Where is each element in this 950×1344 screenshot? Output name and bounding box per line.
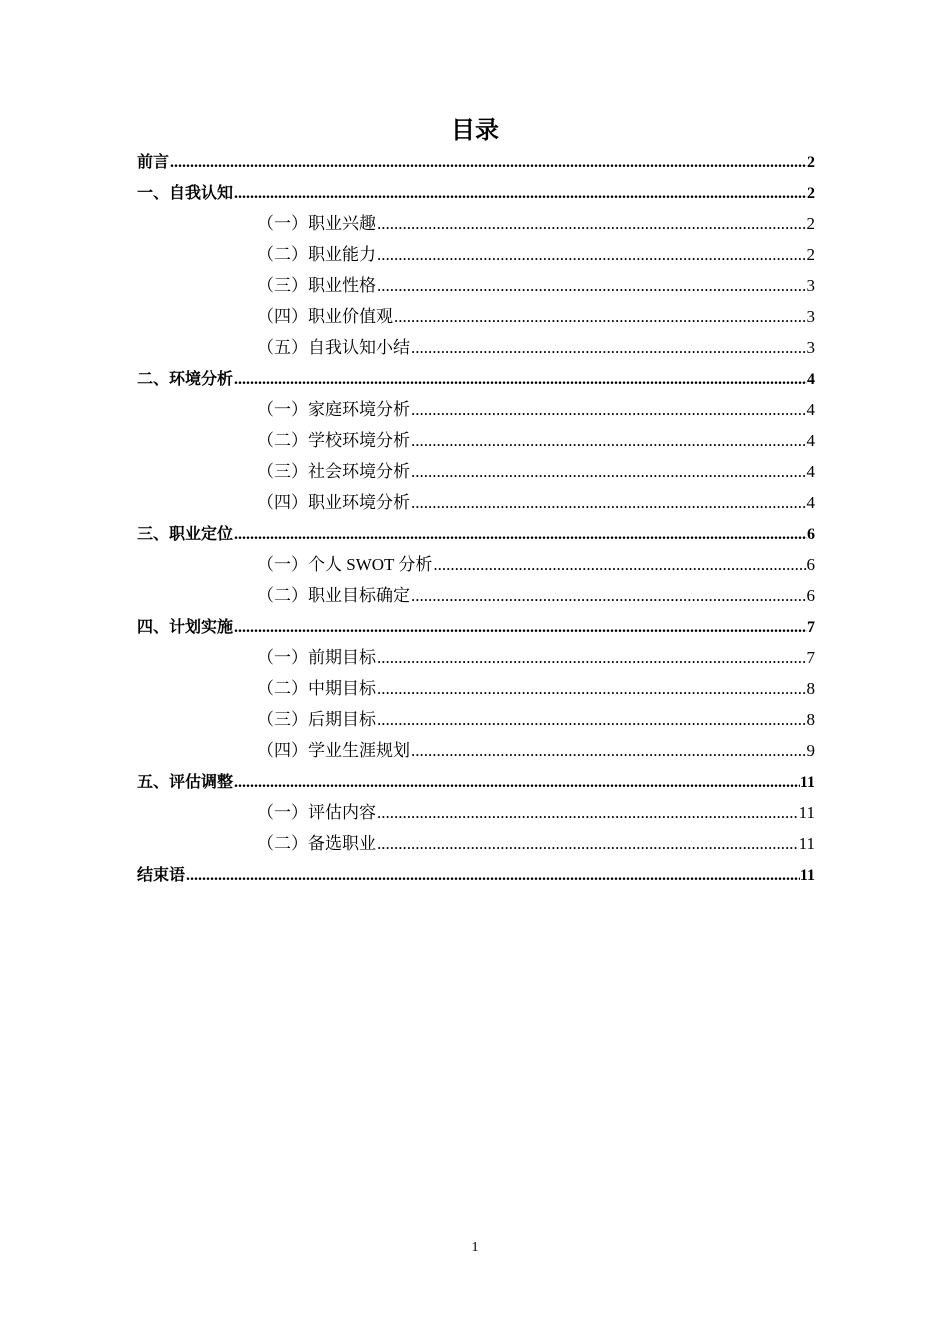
toc-entry-section[interactable] bbox=[137, 549, 815, 580]
toc-entry-section[interactable] bbox=[137, 642, 815, 673]
toc-entry-page-number: 4 bbox=[806, 493, 815, 512]
toc-entry-chapter[interactable] bbox=[137, 363, 815, 394]
toc-entry-title: 五、评估调整 bbox=[137, 772, 234, 791]
toc-entry-title: （二）学校环境分析 bbox=[257, 431, 410, 450]
toc-dot-leader bbox=[410, 487, 807, 518]
toc-entry-section[interactable] bbox=[137, 828, 815, 859]
toc-entry-section[interactable] bbox=[137, 456, 815, 487]
toc-dot-leader bbox=[233, 519, 807, 549]
toc-entry-section[interactable] bbox=[137, 425, 815, 456]
toc-dot-leader bbox=[376, 828, 799, 859]
toc-dot-leader bbox=[410, 394, 807, 425]
toc-entry-title: （三）社会环境分析 bbox=[257, 462, 410, 481]
toc-entry-page-number: 6 bbox=[807, 526, 815, 543]
toc-entry-section[interactable] bbox=[137, 301, 815, 332]
toc-entry-chapter[interactable] bbox=[137, 177, 815, 208]
toc-entry-page-number: 11 bbox=[799, 867, 815, 884]
toc-entry-title: （二）中期目标 bbox=[257, 679, 376, 698]
toc-entry-page-number: 4 bbox=[806, 431, 815, 450]
toc-entry-page-number: 4 bbox=[806, 400, 815, 419]
toc-entry-section[interactable] bbox=[137, 394, 815, 425]
toc-entry-section[interactable] bbox=[137, 487, 815, 518]
toc-dot-leader bbox=[233, 364, 807, 394]
toc-entry-title: （四）职业价值观 bbox=[257, 307, 393, 326]
toc-entry-section[interactable] bbox=[137, 332, 815, 363]
toc-entry-section[interactable] bbox=[137, 735, 815, 766]
toc-entry-title: 三、职业定位 bbox=[137, 524, 234, 543]
toc-entry-section[interactable] bbox=[137, 239, 815, 270]
toc-entry-page-number: 2 bbox=[807, 185, 815, 202]
toc-dot-leader bbox=[410, 735, 807, 766]
toc-entry-title: （二）备选职业 bbox=[257, 834, 376, 853]
toc-dot-leader bbox=[376, 208, 807, 239]
table-of-contents bbox=[137, 146, 815, 890]
toc-entry-page-number: 2 bbox=[806, 214, 815, 233]
toc-dot-leader bbox=[410, 425, 807, 456]
toc-entry-title: （四）学业生涯规划 bbox=[257, 741, 410, 760]
toc-entry-page-number: 4 bbox=[806, 462, 815, 481]
toc-entry-title: 前言 bbox=[137, 152, 170, 171]
toc-entry-title: （三）职业性格 bbox=[257, 276, 376, 295]
toc-entry-chapter[interactable] bbox=[137, 859, 815, 890]
toc-dot-leader bbox=[233, 178, 807, 208]
toc-entry-title: （一）评估内容 bbox=[257, 803, 376, 822]
toc-entry-title: 二、环境分析 bbox=[137, 369, 234, 388]
toc-dot-leader bbox=[233, 612, 807, 642]
toc-entry-title: （二）职业能力 bbox=[257, 245, 376, 264]
toc-entry-title: （一）职业兴趣 bbox=[257, 214, 376, 233]
toc-entry-section[interactable] bbox=[137, 270, 815, 301]
toc-dot-leader bbox=[376, 704, 807, 735]
toc-entry-page-number: 11 bbox=[798, 834, 815, 853]
toc-entry-title: （五）自我认知小结 bbox=[257, 338, 410, 357]
toc-entry-title: 结束语 bbox=[137, 865, 186, 884]
page-number: 1 bbox=[471, 1240, 479, 1255]
toc-entry-chapter[interactable] bbox=[137, 146, 815, 177]
toc-entry-section[interactable] bbox=[137, 797, 815, 828]
toc-dot-leader bbox=[185, 860, 800, 890]
toc-entry-page-number: 3 bbox=[806, 307, 815, 326]
toc-entry-title: （二）职业目标确定 bbox=[257, 586, 410, 605]
toc-entry-page-number: 6 bbox=[806, 555, 815, 574]
toc-entry-section[interactable] bbox=[137, 580, 815, 611]
toc-entry-page-number: 6 bbox=[806, 586, 815, 605]
toc-entry-page-number: 3 bbox=[806, 276, 815, 295]
toc-entry-section[interactable] bbox=[137, 208, 815, 239]
toc-entry-page-number: 11 bbox=[798, 803, 815, 822]
toc-entry-section[interactable] bbox=[137, 704, 815, 735]
toc-dot-leader bbox=[376, 673, 807, 704]
toc-dot-leader bbox=[432, 549, 806, 580]
toc-dot-leader bbox=[376, 642, 807, 673]
toc-dot-leader bbox=[376, 239, 807, 270]
toc-dot-leader bbox=[410, 332, 807, 363]
toc-entry-chapter[interactable] bbox=[137, 766, 815, 797]
toc-entry-section[interactable] bbox=[137, 673, 815, 704]
toc-entry-title: （一）个人 SWOT 分析 bbox=[257, 555, 433, 574]
toc-entry-page-number: 2 bbox=[806, 245, 815, 264]
toc-entry-title: （四）职业环境分析 bbox=[257, 493, 410, 512]
toc-entry-title: 四、计划实施 bbox=[137, 617, 234, 636]
toc-entry-page-number: 4 bbox=[807, 371, 815, 388]
toc-entry-page-number: 7 bbox=[807, 619, 815, 636]
toc-entry-page-number: 7 bbox=[806, 648, 815, 667]
toc-entry-page-number: 11 bbox=[799, 774, 815, 791]
toc-dot-leader bbox=[376, 270, 807, 301]
toc-entry-page-number: 2 bbox=[807, 154, 815, 171]
toc-entry-page-number: 9 bbox=[806, 741, 815, 760]
toc-dot-leader bbox=[376, 797, 799, 828]
toc-entry-chapter[interactable] bbox=[137, 611, 815, 642]
toc-dot-leader bbox=[393, 301, 807, 332]
toc-entry-title: （一）家庭环境分析 bbox=[257, 400, 410, 419]
toc-entry-chapter[interactable] bbox=[137, 518, 815, 549]
toc-dot-leader bbox=[233, 767, 800, 797]
toc-entry-title: 一、自我认知 bbox=[137, 183, 234, 202]
toc-entry-page-number: 3 bbox=[806, 338, 815, 357]
toc-entry-page-number: 8 bbox=[806, 679, 815, 698]
toc-dot-leader bbox=[169, 147, 807, 177]
toc-entry-page-number: 8 bbox=[806, 710, 815, 729]
toc-title: 目录 bbox=[451, 116, 499, 144]
toc-dot-leader bbox=[410, 580, 807, 611]
toc-dot-leader bbox=[410, 456, 807, 487]
toc-entry-title: （三）后期目标 bbox=[257, 710, 376, 729]
toc-entry-title: （一）前期目标 bbox=[257, 648, 376, 667]
